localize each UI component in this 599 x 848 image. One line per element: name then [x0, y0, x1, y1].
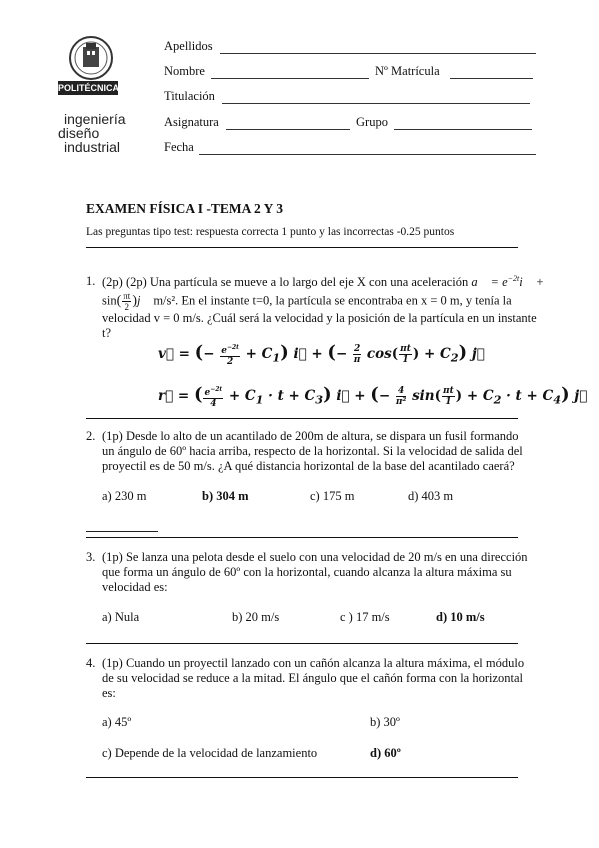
question-4-option-a[interactable]: a) 45º — [102, 715, 132, 729]
matricula-field[interactable] — [450, 78, 533, 79]
apellidos-field[interactable] — [220, 53, 536, 54]
question-4-option-b[interactable]: b) 30º — [370, 715, 400, 729]
question-1-line-3: velocidad v = 0 m/s. ¿Cuál será la velocidad y la posición de la partícula en un instante — [102, 311, 537, 325]
asignatura-label: Asignatura — [164, 115, 219, 129]
question-4-number: 4. — [86, 656, 96, 670]
question-3-option-d[interactable]: d) 10 m/s — [436, 610, 485, 624]
divider — [86, 247, 518, 248]
question-2-option-d[interactable]: d) 403 m — [408, 489, 454, 503]
question-4-option-d[interactable]: d) 60º — [370, 746, 401, 760]
titulacion-label: Titulación — [164, 89, 215, 103]
question-2-option-b[interactable]: b) 304 m — [202, 489, 249, 503]
exam-instructions: Las preguntas tipo test: respuesta correcta 1 punto y las incorrectas -0.25 puntos — [86, 226, 455, 238]
idi-logo — [50, 112, 140, 160]
idi-logo-line-1: ingeniería — [64, 111, 126, 127]
fecha-label: Fecha — [164, 140, 194, 154]
question-3-option-a[interactable]: a) Nula — [102, 610, 140, 624]
question-2-line-1: (1p) Desde lo alto de un acantilado de 200m de altura, se dispara un fusil formando — [102, 429, 519, 443]
nombre-label: Nombre — [164, 64, 205, 78]
question-2-line-2: un ángulo de 60º hacia arriba, respecto de la horizontal. Si la velocidad de salida del — [102, 444, 523, 458]
divider — [86, 531, 158, 532]
titulacion-field[interactable] — [222, 103, 530, 104]
apellidos-label: Apellidos — [164, 39, 213, 53]
politecnica-logo-text: POLITÉCNICA — [58, 83, 120, 93]
question-1-line-2: sin( $\frac{\pi t}{2}$ )j⃗ m/s². En el instante t=0, la partícula se encontraba en x = 0 m, y tenía la — [102, 291, 512, 312]
politecnica-logo-bar — [58, 81, 118, 95]
nombre-field[interactable] — [211, 78, 369, 79]
position-formula: r⃗ = ( $\frac{e^{-2t}}{4}$ + $C_1 \cdot t + C_3$) i⃗ + (− $\frac{4}{\text{π²}}$ sin( $\frac{\pi t}{1}$ ) + $C_2 \cdot t + C_4$) j⃗ — [158, 384, 588, 409]
idi-logo-line-3: industrial — [64, 139, 121, 155]
matricula-label: Nº Matrícula — [375, 64, 440, 78]
question-3-number: 3. — [86, 550, 96, 564]
question-3-line-1: (1p) Se lanza una pelota desde el suelo con una velocidad de 20 m/s en una dirección — [102, 550, 528, 564]
question-4-line-3: es: — [102, 686, 116, 700]
question-1-line-4: t? — [102, 326, 112, 340]
grupo-field[interactable] — [394, 129, 532, 130]
velocity-formula: v⃗ = (− $\frac{e^{-2t}}{2}$ + $C_1$) i⃗ + (− $\frac{2}{\pi}$ cos( $\frac{\pi t}{1}$ ) + $C_2$) j⃗ — [158, 342, 485, 367]
divider — [86, 777, 518, 778]
idi-logo-line-2: diseño — [58, 125, 100, 141]
question-1-text-b: m/s². En el instante t=0, la partícula se encontraba en x = 0 m, y tenía la — [153, 293, 512, 308]
question-3-line-2: que forma un ángulo de 60º con la horizontal, cuando alcanza la altura máxima su — [102, 565, 512, 579]
question-1-line-1: (2p) (2p) Una partícula se mueve a lo largo del eje X con una aceleración a⃗ = $e^{-2t}i⃗$ + — [102, 274, 545, 290]
question-1-number: 1. — [86, 274, 96, 288]
question-2-line-3: proyectil es de 50 m/s. ¿A qué distancia horizontal de la base del acantilado caerá? — [102, 459, 515, 473]
asignatura-field[interactable] — [226, 129, 350, 130]
question-2-option-a[interactable]: a) 230 m — [102, 489, 147, 503]
question-2-option-c[interactable]: c) 175 m — [310, 489, 355, 503]
question-4-line-1: (1p) Cuando un proyectil lanzado con un cañón alcanza la altura máxima, el módulo — [102, 656, 525, 670]
divider — [86, 537, 518, 538]
question-2-number: 2. — [86, 429, 96, 443]
question-4-option-c[interactable]: c) Depende de la velocidad de lanzamiento — [102, 746, 318, 760]
divider — [86, 418, 518, 419]
question-3-line-3: velocidad es: — [102, 580, 168, 594]
grupo-label: Grupo — [356, 115, 388, 129]
fecha-field[interactable] — [199, 154, 536, 155]
divider — [86, 643, 518, 644]
question-1-text-a: (2p) (2p) Una partícula se mueve a lo largo del eje X con una aceleración — [102, 275, 469, 290]
question-3-option-c[interactable]: c ) 17 m/s — [340, 610, 390, 624]
question-4-line-2: de su velocidad se reduce a la mitad. El ángulo que el cañón forma con la horizontal — [102, 671, 524, 685]
exam-title: EXAMEN FÍSICA I -TEMA 2 Y 3 — [86, 201, 284, 216]
question-3-option-b[interactable]: b) 20 m/s — [232, 610, 280, 624]
